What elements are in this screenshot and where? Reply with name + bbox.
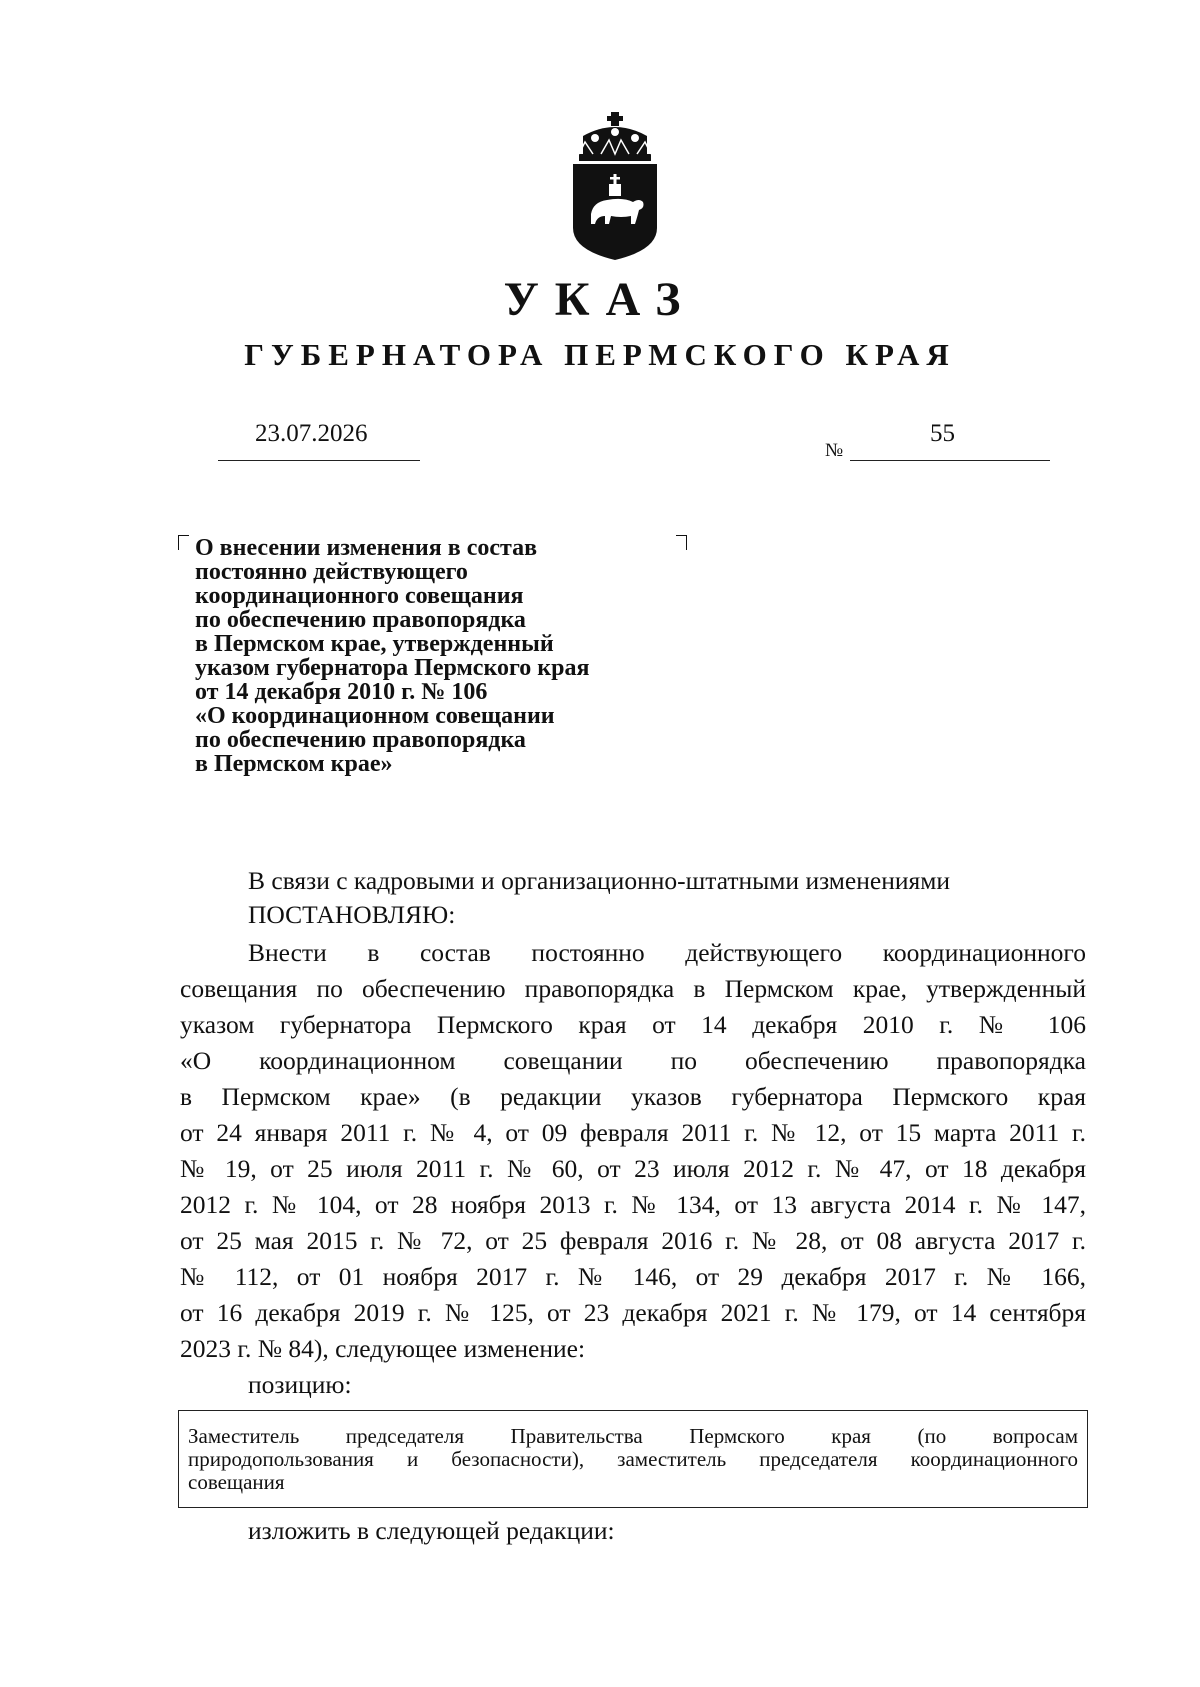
document-title: УКАЗ [503, 273, 697, 326]
position-table-cell [188, 1425, 1078, 1494]
subject-corner-right [676, 535, 687, 550]
main-paragraph-line: 2023 г. № 84), следующее изменение: [180, 1334, 586, 1363]
decree-word: ПОСТАНОВЛЯЮ: [248, 900, 456, 929]
main-paragraph-line: 2012 г. № 104, от 28 ноября 2013 г. № 134, от 13 августа 2014 г. № 147, [180, 1190, 1086, 1219]
main-paragraph-line: от 24 января 2011 г. № 4, от 09 февраля 2011 г. № 12, от 15 марта 2011 г. [180, 1118, 1086, 1147]
subject-line: «О координационном совещании [195, 703, 555, 729]
number-sign: № [825, 440, 844, 461]
subject-line: указом губернатора Пермского края [195, 655, 590, 681]
subject-line: в Пермском крае» [195, 751, 393, 777]
subject-line: в Пермском крае, утвержденный [195, 631, 554, 657]
main-paragraph-line: Внести в состав постоянно действующего координационного [248, 938, 1086, 967]
table-cell-line: Заместитель председателя Правительства Пермского края (по вопросам [188, 1424, 1078, 1448]
main-paragraph-line: № 112, от 01 ноября 2017 г. № 146, от 29 декабря 2017 г. № 166, [180, 1262, 1086, 1291]
main-paragraph-line: совещания по обеспечению правопорядка в Пермском крае, утвержденный [180, 974, 1086, 1003]
main-paragraph-line: от 25 мая 2015 г. № 72, от 25 февраля 2016 г. № 28, от 08 августа 2017 г. [180, 1226, 1086, 1255]
document-number: 55 [930, 420, 955, 447]
subject-line: координационного совещания [195, 583, 524, 609]
subject-line: постоянно действующего [195, 559, 468, 585]
table-cell-line: природопользования и безопасности), заместитель председателя координационного [188, 1447, 1078, 1471]
main-paragraph-line: № 19, от 25 июля 2011 г. № 60, от 23 июля 2012 г. № 47, от 18 декабря [180, 1154, 1086, 1183]
issuer-title: ГУБЕРНАТОРА ПЕРМСКОГО КРАЯ [244, 337, 956, 372]
subject-line: О внесении изменения в состав [195, 535, 538, 561]
table-cell-line: совещания [188, 1470, 285, 1494]
position-label: позицию: [248, 1370, 352, 1399]
subject-line: по обеспечению правопорядка [195, 727, 526, 753]
subject-line: от 14 декабря 2010 г. № 106 [195, 679, 488, 705]
intro-paragraph: В связи с кадровыми и организационно-штатными изменениями [248, 866, 951, 895]
outro-line: изложить в следующей редакции: [248, 1516, 615, 1545]
subject-heading [195, 536, 675, 776]
coat-of-arms-emblem [565, 110, 665, 262]
main-paragraph-line: «О координационном совещании по обеспечению правопорядка [180, 1046, 1086, 1075]
subject-line: по обеспечению правопорядка [195, 607, 526, 633]
main-paragraph-line: в Пермском крае» (в редакции указов губернатора Пермского края [180, 1082, 1086, 1111]
subject-corner-left [178, 535, 189, 550]
main-paragraph-line: от 16 декабря 2019 г. № 125, от 23 декабря 2021 г. № 179, от 14 сентября [180, 1298, 1086, 1327]
main-paragraph-line: указом губернатора Пермского края от 14 декабря 2010 г. № 106 [180, 1010, 1086, 1039]
document-date: 23.07.2026 [255, 420, 368, 447]
date-underline [218, 460, 420, 461]
crown-icon [579, 112, 651, 161]
number-underline [850, 460, 1050, 461]
